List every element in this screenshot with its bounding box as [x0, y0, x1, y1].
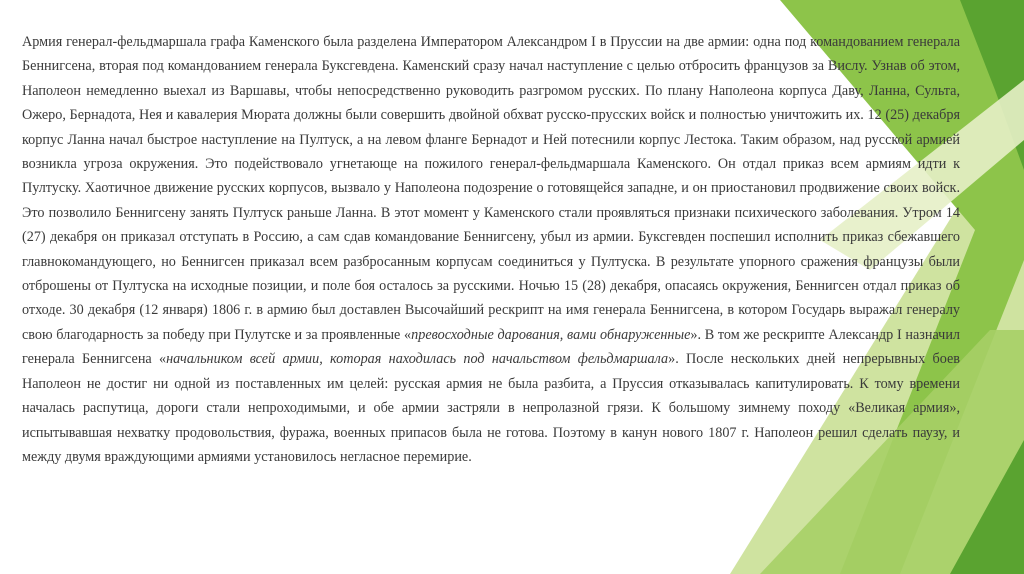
- quote-1: превосходные дарования, вами обнаруженные: [411, 326, 691, 343]
- text-part-3: ». После нескольких дней непрерывных боев Наполеон не достиг ни одной из поставленных им целей: русская армия не была разбита, а Пруссия отказывалась капитулировать. К тому времени началась распутица, дороги стали непроходимыми, и обе армии застряли в непролазной грязи. К большому зимнему походу «Великая армия», испытывавшая нехватку продовольствия, фуража, военных припасов была не готова. Поэтому в канун нового 1807 г. Наполеон решил сделать паузу, и между двумя враждующими армиями установилось негласное перемирие.: [22, 351, 960, 465]
- quote-2: начальником всей армии, которая находилась под начальством фельдмаршала: [166, 351, 669, 368]
- text-part-1: Армия генерал-фельдмаршала графа Каменского была разделена Императором Александром I в Пруссии на две армии: одна под командованием генерала Беннигсена, вторая под командованием генерала Буксгевдена. Каменский сразу начал наступление с целью отбросить французов за Вислу. Узнав об этом, Наполеон немедленно выехал из Варшавы, чтобы непосредственно руководить разгромом русских. По плану Наполеона корпуса Даву, Ланна, Сульта, Ожеро, Бернадота, Нея и кавалерия Мюрата должны были совершить двойной обхват русско-прусских войск и полностью уничтожить их. 12 (25) декабря корпус Ланна начал быстрое наступление на Пултуск, а на левом фланге Бернадот и Ней потеснили корпус Лестока. Таким образом, над русской армией возникла угроза окружения. Это подействовало угнетающе на пожилого генерал-фельдмаршала Каменского. Он отдал приказ всем армиям идти к Пултуску. Хаотичное движение русских корпусов, вызвало у Наполеона подозрение о готовящейся западне, и он приостановил продвижение своих войск. Это позволило Беннигсену занять Пултуск раньше Ланна. В этот момент у Каменского стали проявляться признаки психического заболевания. Утром 14 (27) декабря он приказал отступать в Россию, а сам сдав командование Беннигсену, убыл из армии. Буксгевден поспешил исполнить приказ сбежавшего главнокомандующего, но Беннигсен приказал всем разбросанным корпусам соединиться у Пултуска. В результате упорного сражения французы были отброшены от Пултуска на исходные позиции, и поле боя осталось за русскими. Ночью 15 (28) декабря, опасаясь окружения, Беннигсен отдал приказ об отходе. 30 декабря (12 января) 1806 г. в армию был доставлен Высочайший рескрипт на имя генерала Беннигсена, в котором Государь выражал генералу свою благодарность за победу при Пулутске и за проявленные «: [22, 34, 960, 343]
- text-part-2: ». В том же рескрипте Александр I назначил генерала Беннигсена «: [22, 326, 960, 368]
- main-text-paragraph: [22, 30, 960, 469]
